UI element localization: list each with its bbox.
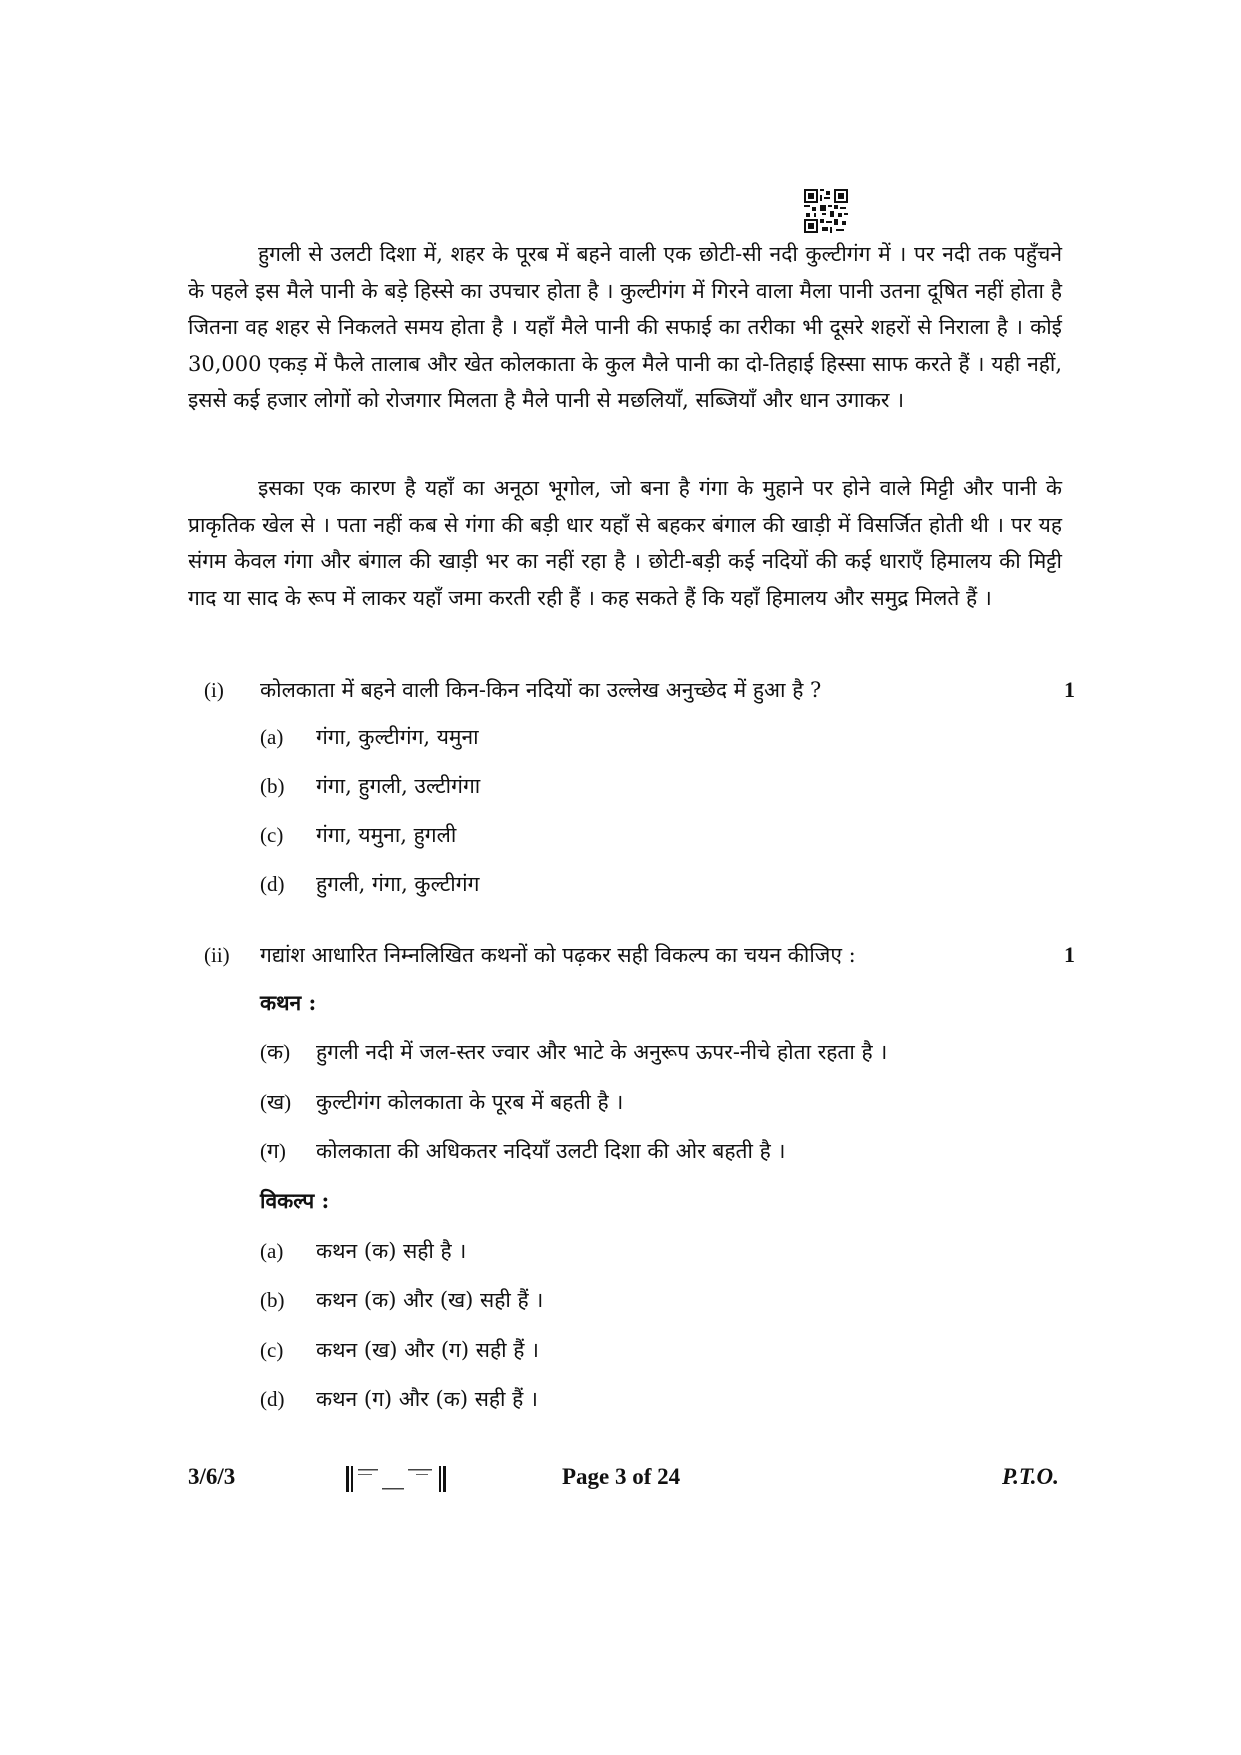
options-heading: विकल्प : xyxy=(260,1188,330,1213)
statement-text: कोलकाता की अधिकतर नदियाँ उलटी दिशा की ओर बहती है । xyxy=(316,1139,786,1163)
option-label: (c) xyxy=(260,823,284,847)
statement-ga xyxy=(260,1136,785,1166)
option-d xyxy=(260,1384,538,1414)
option-text: कथन (ख) और (ग) सही हैं । xyxy=(316,1338,539,1362)
option-text: गंगा, कुल्टीगंग, यमुना xyxy=(316,725,479,749)
question-marks: 1 xyxy=(1064,942,1075,967)
statement-label: (ग) xyxy=(260,1139,286,1163)
please-turn-over: P.T.O. xyxy=(1002,1464,1059,1489)
question-text: कोलकाता में बहने वाली किन-किन नदियों का उल्लेख अनुच्छेद में हुआ है ? xyxy=(260,678,822,702)
passage-paragraph-1: हुगली से उलटी दिशा में, शहर के पूरब में बहने वाली एक छोटी-सी नदी कुल्टीगंग में । पर नदी तक पहुँचने के पहले इस मैले पानी के बड़े हिस्से का उपचार होता है । कुल्टीगंग में गिरने वाला मैला पानी उतना दूषित नहीं होता है जितना वह शहर से निकलते समय होता है । यहाँ मैले पानी की सफाई का तरीका भी दूसरे शहरों से निराला है । कोई 30,000 एकड़ में फैले तालाब और खेत कोलकाता के कुल मैले पानी का दो-तिहाई हिस्सा साफ करते हैं । यही नहीं, इससे कई हजार लोगों को रोजगार मिलता है मैले पानी से मछलियाँ, सब्जियाँ और धान उगाकर । xyxy=(188,242,1062,412)
statement-text: हुगली नदी में जल-स्तर ज्वार और भाटे के अनुरूप ऊपर-नीचे होता रहता है । xyxy=(316,1040,888,1064)
question-text: गद्यांश आधारित निम्नलिखित कथनों को पढ़कर सही विकल्प का चयन कीजिए : xyxy=(260,943,856,967)
statement-label: (ख) xyxy=(260,1090,292,1114)
option-text: गंगा, हुगली, उल्टीगंगा xyxy=(316,774,481,798)
qr-code-icon xyxy=(804,189,848,233)
option-a xyxy=(260,722,479,752)
option-label: (b) xyxy=(260,1288,285,1312)
page-number: Page 3 of 24 xyxy=(562,1464,681,1489)
option-label: (c) xyxy=(260,1338,284,1362)
option-b xyxy=(260,771,480,801)
statement-text: कुल्टीगंग कोलकाता के पूरब में बहती है । xyxy=(316,1090,624,1114)
option-label: (d) xyxy=(260,1387,285,1411)
question-number: (ii) xyxy=(204,943,230,967)
question-marks: 1 xyxy=(1064,677,1075,702)
option-text: गंगा, यमुना, हुगली xyxy=(316,823,457,847)
barcode-icon xyxy=(346,1466,446,1492)
option-text: कथन (क) सही है । xyxy=(316,1239,467,1263)
option-c xyxy=(260,1335,539,1365)
option-label: (a) xyxy=(260,1239,284,1263)
option-label: (d) xyxy=(260,872,285,896)
option-a xyxy=(260,1236,466,1266)
option-text: कथन (क) और (ख) सही हैं । xyxy=(316,1288,544,1312)
question-number: (i) xyxy=(204,678,224,702)
statement-ka xyxy=(260,1037,887,1067)
option-label: (b) xyxy=(260,774,285,798)
option-c xyxy=(260,820,456,850)
paper-code: 3/6/3 xyxy=(188,1464,236,1489)
statement-label: (क) xyxy=(260,1040,291,1064)
option-text: कथन (ग) और (क) सही हैं । xyxy=(316,1387,538,1411)
statement-kha xyxy=(260,1087,623,1117)
passage-paragraph-2: इसका एक कारण है यहाँ का अनूठा भूगोल, जो बना है गंगा के मुहाने पर होने वाले मिट्टी और पानी के प्राकृतिक खेल से । पता नहीं कब से गंगा की बड़ी धार यहाँ से बहकर बंगाल की खाड़ी में विसर्जित होती थी । पर यह संगम केवल गंगा और बंगाल की खाड़ी भर का नहीं रहा है । छोटी-बड़ी कई नदियों की कई धाराएँ हिमालय की मिट्टी गाद या साद के रूप में लाकर यहाँ जमा करती रही हैं । कह सकते हैं कि यहाँ हिमालय और समुद्र मिलते हैं । xyxy=(188,476,1062,610)
option-d xyxy=(260,869,479,899)
statements-heading: कथन : xyxy=(260,990,317,1015)
option-b xyxy=(260,1285,543,1315)
option-label: (a) xyxy=(260,725,284,749)
option-text: हुगली, गंगा, कुल्टीगंग xyxy=(316,872,480,896)
